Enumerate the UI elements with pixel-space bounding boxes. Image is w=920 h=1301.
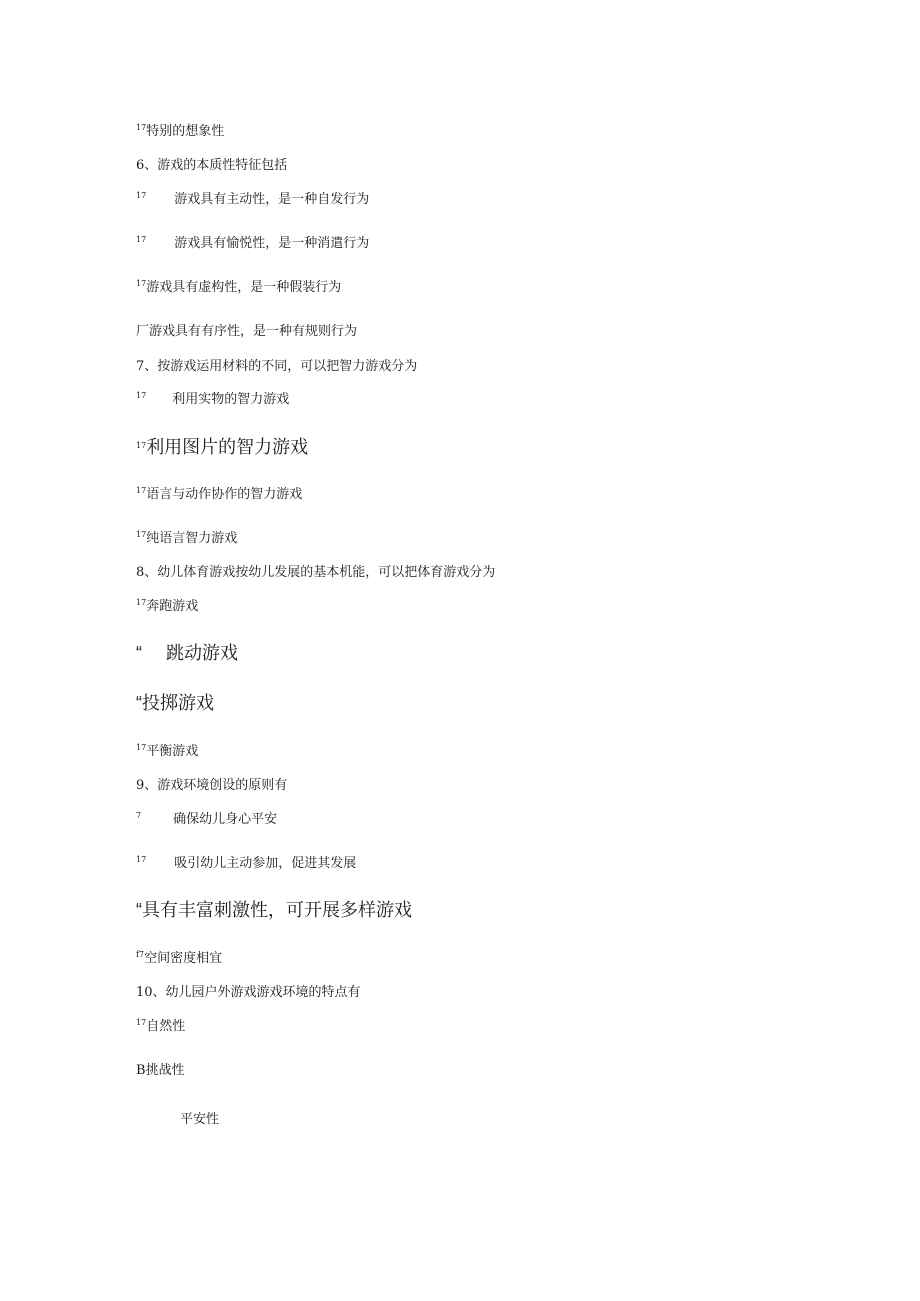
option-text: 特别的想象性 <box>146 124 225 139</box>
question-text: 10、幼儿园户外游戏游戏环境的特点有 <box>136 985 361 1000</box>
option-text: 语言与动作协作的智力游戏 <box>146 487 303 502</box>
option-text: 投掷游戏 <box>142 693 214 714</box>
option-line <box>136 188 369 207</box>
option-line <box>136 527 237 546</box>
option-line <box>136 1015 185 1034</box>
option-text: 厂游戏具有有序性，是一种有规则行为 <box>136 324 358 339</box>
option-text: 游戏具有愉悦性，是一种消遣行为 <box>174 236 370 251</box>
option-line <box>136 320 357 339</box>
question-text: 9、游戏环境创设的原则有 <box>136 778 288 793</box>
option-marker: 17 <box>136 486 147 495</box>
option-marker: 17 <box>136 391 147 400</box>
option-line <box>136 276 341 295</box>
option-line <box>136 433 308 459</box>
option-text: 利用图片的智力游戏 <box>146 437 309 458</box>
option-line <box>136 639 238 665</box>
option-text: 纯语言智力游戏 <box>146 531 238 546</box>
option-line <box>136 689 214 715</box>
option-text: 平衡游戏 <box>146 744 199 759</box>
option-marker: 17 <box>136 743 147 752</box>
question-heading <box>136 561 495 580</box>
option-marker: 17 <box>136 855 147 864</box>
option-text: 确保幼儿身心平安 <box>173 812 278 827</box>
option-text: 挑战性 <box>145 1063 185 1078</box>
option-line <box>136 1059 185 1078</box>
option-line <box>136 852 356 871</box>
option-marker: 17 <box>136 279 147 288</box>
question-text: 7、按游戏运用材料的不同，可以把智力游戏分为 <box>136 359 418 374</box>
option-line <box>136 483 302 502</box>
option-line <box>136 595 198 614</box>
option-text: 游戏具有主动性，是一种自发行为 <box>174 192 370 207</box>
option-marker: 17 <box>136 123 147 132</box>
option-text: 跳动游戏 <box>166 643 238 664</box>
option-marker: 17 <box>136 441 147 450</box>
option-text: 平安性 <box>180 1112 220 1127</box>
option-line <box>136 388 289 407</box>
question-heading <box>136 154 287 173</box>
option-marker: 17 <box>136 1018 147 1027</box>
option-line <box>136 232 369 251</box>
option-text: 具有丰富刺激性，可开展多样游戏 <box>142 900 412 921</box>
question-text: 8、幼儿体育游戏按幼儿发展的基本机能，可以把体育游戏分为 <box>136 565 496 580</box>
option-marker: 17 <box>136 235 147 244</box>
option-marker: 17 <box>136 598 147 607</box>
option-line <box>136 740 198 759</box>
option-line <box>136 120 224 139</box>
option-line <box>136 808 277 827</box>
option-text: 吸引幼儿主动参加，促进其发展 <box>174 856 357 871</box>
option-marker: 17 <box>136 530 147 539</box>
question-heading <box>136 774 287 793</box>
option-marker: “ <box>136 643 142 663</box>
question-heading <box>136 355 417 374</box>
option-marker: “ <box>136 693 142 713</box>
option-marker: 7 <box>136 811 142 820</box>
option-line <box>180 1108 219 1127</box>
option-text: 空间密度相宜 <box>144 951 223 966</box>
option-marker: “ <box>136 900 142 920</box>
option-marker: 17 <box>136 191 147 200</box>
question-text: 6、游戏的本质性特征包括 <box>136 158 288 173</box>
option-text: 利用实物的智力游戏 <box>172 392 290 407</box>
option-marker: B <box>136 1063 146 1078</box>
option-text: 游戏具有虚构性，是一种假装行为 <box>146 280 342 295</box>
option-marker: f7 <box>136 950 145 959</box>
option-text: 自然性 <box>146 1019 186 1034</box>
option-line <box>136 947 222 966</box>
option-line <box>136 896 412 922</box>
question-heading <box>136 981 361 1000</box>
option-text: 奔跑游戏 <box>146 599 199 614</box>
